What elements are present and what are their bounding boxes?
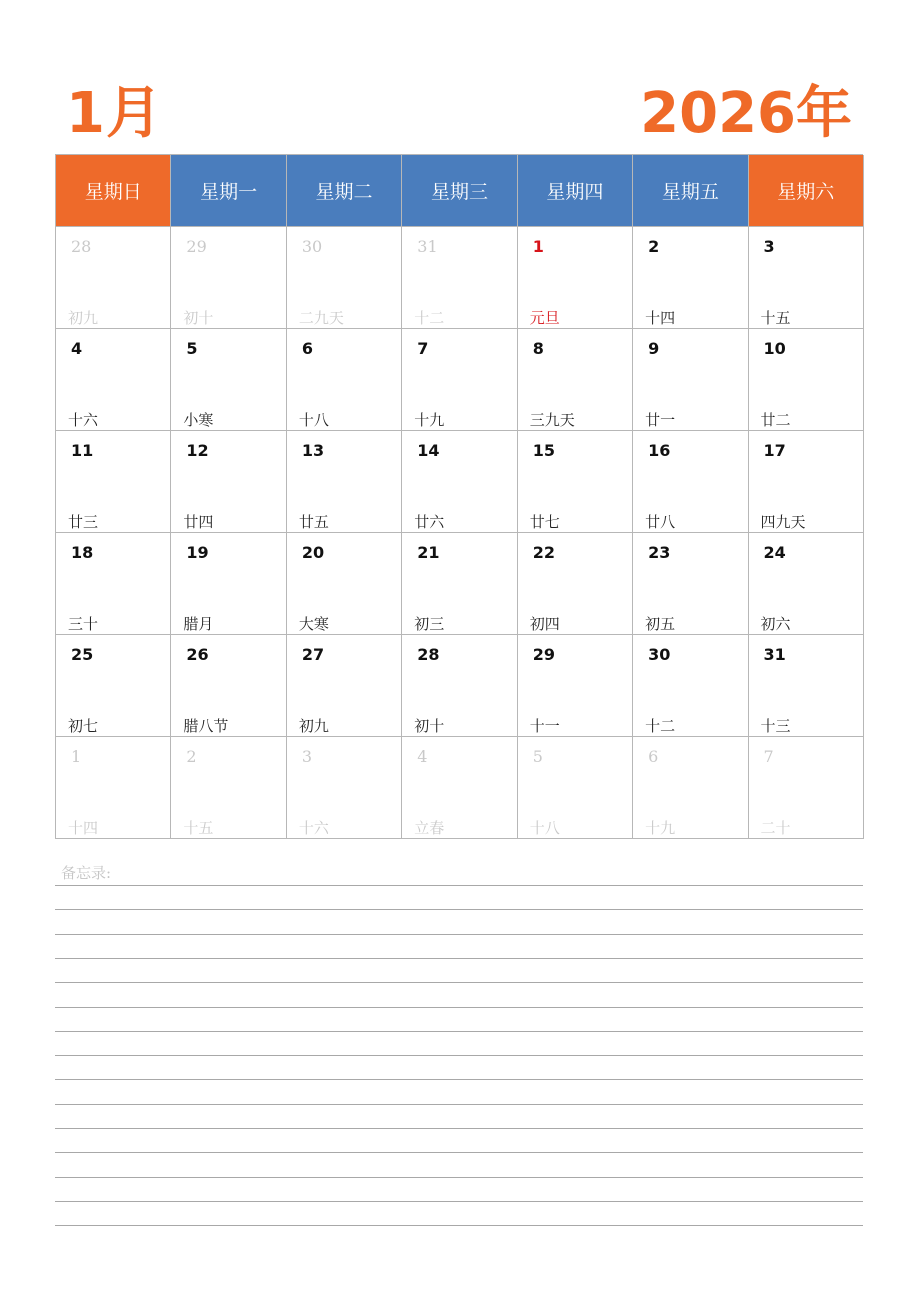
weekday-header-tue: 星期二 xyxy=(287,155,402,227)
day-number: 2 xyxy=(648,237,660,256)
day-number: 7 xyxy=(417,339,429,358)
lunar-date: 十四 xyxy=(68,819,99,837)
lunar-date: 三十 xyxy=(68,615,99,633)
day-number: 16 xyxy=(648,441,671,460)
day-number: 14 xyxy=(417,441,440,460)
day-number: 10 xyxy=(763,339,786,358)
day-cell[interactable] xyxy=(633,227,748,329)
day-cell[interactable] xyxy=(56,329,171,431)
lunar-date: 腊八节 xyxy=(183,717,229,735)
lunar-date: 初七 xyxy=(68,717,99,735)
lunar-date: 廿一 xyxy=(645,411,676,429)
day-cell[interactable] xyxy=(171,635,286,737)
lunar-date: 廿三 xyxy=(68,513,99,531)
day-cell[interactable] xyxy=(287,737,402,839)
day-number: 30 xyxy=(301,237,323,256)
memo-line xyxy=(55,1031,863,1032)
day-cell[interactable] xyxy=(56,737,171,839)
day-number: 22 xyxy=(532,543,555,562)
lunar-date: 初十 xyxy=(183,309,214,327)
day-number: 17 xyxy=(763,441,786,460)
day-cell[interactable] xyxy=(633,533,748,635)
day-cell[interactable] xyxy=(518,431,633,533)
memo-line xyxy=(55,1007,863,1008)
memo-line xyxy=(55,1055,863,1056)
day-number: 11 xyxy=(71,441,94,460)
day-number: 12 xyxy=(186,441,209,460)
day-number: 27 xyxy=(301,645,325,664)
day-number: 31 xyxy=(763,645,786,664)
weekday-header-wed: 星期三 xyxy=(402,155,517,227)
lunar-date: 十六 xyxy=(68,411,99,429)
lunar-date: 廿四 xyxy=(183,513,214,531)
memo-line xyxy=(55,885,863,886)
lunar-date: 初三 xyxy=(414,615,445,633)
lunar-date: 十二 xyxy=(414,309,445,327)
lunar-date: 廿二 xyxy=(760,411,791,429)
day-number: 29 xyxy=(186,237,207,256)
day-number: 28 xyxy=(417,645,440,664)
day-number: 26 xyxy=(186,645,209,664)
lunar-date: 十九 xyxy=(414,411,445,429)
weekday-header-thu: 星期四 xyxy=(518,155,633,227)
lunar-date: 四九天 xyxy=(760,513,806,531)
lunar-date: 三九天 xyxy=(529,411,575,429)
lunar-date: 廿六 xyxy=(414,513,445,531)
lunar-date: 十六 xyxy=(298,819,329,837)
day-cell[interactable] xyxy=(171,737,286,839)
day-number: 5 xyxy=(186,339,198,358)
day-cell[interactable] xyxy=(749,737,864,839)
memo-line xyxy=(55,1104,863,1105)
day-number: 6 xyxy=(648,747,659,766)
day-number: 30 xyxy=(648,645,671,664)
day-number: 5 xyxy=(532,747,543,766)
day-cell[interactable] xyxy=(287,227,402,329)
lunar-date: 廿七 xyxy=(529,513,560,531)
day-number: 1 xyxy=(532,237,544,256)
lunar-date: 十五 xyxy=(183,819,214,837)
lunar-date: 小寒 xyxy=(183,411,214,429)
day-cell[interactable] xyxy=(518,533,633,635)
day-cell[interactable] xyxy=(402,533,517,635)
day-number: 2 xyxy=(186,747,197,766)
day-cell[interactable] xyxy=(171,431,286,533)
lunar-date: 初九 xyxy=(298,717,329,735)
day-cell[interactable] xyxy=(633,635,748,737)
day-number: 20 xyxy=(301,543,325,562)
lunar-date: 大寒 xyxy=(298,615,329,633)
lunar-date: 十九 xyxy=(645,819,676,837)
day-number: 25 xyxy=(71,645,94,664)
day-cell[interactable] xyxy=(287,533,402,635)
day-number: 1 xyxy=(71,747,82,766)
day-number: 24 xyxy=(763,543,786,562)
memo-line xyxy=(55,982,863,983)
day-cell[interactable] xyxy=(749,533,864,635)
lunar-date: 立春 xyxy=(414,819,445,837)
day-cell[interactable] xyxy=(518,227,633,329)
memo-line xyxy=(55,958,863,959)
lunar-date: 十二 xyxy=(645,717,676,735)
memo-label: 备忘录: xyxy=(61,864,112,882)
day-cell[interactable] xyxy=(518,635,633,737)
lunar-date: 十八 xyxy=(298,411,329,429)
lunar-date: 二十 xyxy=(760,819,791,837)
lunar-date: 十四 xyxy=(645,309,676,327)
day-cell[interactable] xyxy=(56,635,171,737)
day-cell[interactable] xyxy=(171,227,286,329)
memo-line xyxy=(55,1201,863,1202)
weekday-header-mon: 星期一 xyxy=(171,155,286,227)
day-number: 6 xyxy=(301,339,313,358)
lunar-date: 初四 xyxy=(529,615,560,633)
lunar-date: 初九 xyxy=(68,309,99,327)
day-cell[interactable] xyxy=(287,329,402,431)
weekday-header-sat: 星期六 xyxy=(749,155,864,227)
month-title: 1月 xyxy=(66,81,163,146)
lunar-date: 腊月 xyxy=(183,615,214,633)
year-title: 2026年 xyxy=(640,81,852,146)
day-number: 29 xyxy=(532,645,555,664)
day-cell[interactable] xyxy=(518,329,633,431)
day-number: 31 xyxy=(417,237,438,256)
day-cell[interactable] xyxy=(518,737,633,839)
day-number: 13 xyxy=(301,441,325,460)
day-number: 8 xyxy=(532,339,544,358)
memo-line xyxy=(55,934,863,935)
day-number: 28 xyxy=(71,237,92,256)
day-cell[interactable] xyxy=(402,737,517,839)
day-cell[interactable] xyxy=(633,737,748,839)
memo-line xyxy=(55,1225,863,1226)
memo-line xyxy=(55,1079,863,1080)
memo-line xyxy=(55,1128,863,1129)
day-number: 3 xyxy=(301,747,313,766)
day-cell[interactable] xyxy=(402,635,517,737)
day-cell[interactable] xyxy=(749,635,864,737)
lunar-date: 二九天 xyxy=(298,309,344,327)
day-number: 15 xyxy=(532,441,555,460)
day-number: 21 xyxy=(417,543,440,562)
day-number: 4 xyxy=(71,339,83,358)
lunar-date: 十五 xyxy=(760,309,791,327)
lunar-date: 初五 xyxy=(645,615,676,633)
lunar-date: 十八 xyxy=(529,819,560,837)
day-number: 4 xyxy=(417,747,428,766)
lunar-date: 廿八 xyxy=(645,513,676,531)
day-cell[interactable] xyxy=(56,533,171,635)
day-cell[interactable] xyxy=(633,431,748,533)
lunar-date: 十三 xyxy=(760,717,791,735)
day-cell[interactable] xyxy=(749,227,864,329)
day-cell[interactable] xyxy=(633,329,748,431)
day-cell[interactable] xyxy=(749,329,864,431)
calendar-grid xyxy=(55,154,863,839)
day-cell[interactable] xyxy=(749,431,864,533)
lunar-date: 十一 xyxy=(529,717,560,735)
weekday-header-sun: 星期日 xyxy=(56,155,171,227)
day-number: 19 xyxy=(186,543,209,562)
day-number: 23 xyxy=(648,543,671,562)
memo-line xyxy=(55,909,863,910)
day-cell[interactable] xyxy=(171,329,286,431)
day-cell[interactable] xyxy=(56,431,171,533)
day-number: 7 xyxy=(763,747,774,766)
day-cell[interactable] xyxy=(402,329,517,431)
lunar-date: 初十 xyxy=(414,717,445,735)
day-number: 18 xyxy=(71,543,94,562)
day-cell[interactable] xyxy=(402,227,517,329)
weekday-header-fri: 星期五 xyxy=(633,155,748,227)
day-cell[interactable] xyxy=(287,635,402,737)
memo-line xyxy=(55,1152,863,1153)
memo-line xyxy=(55,1177,863,1178)
day-cell[interactable] xyxy=(56,227,171,329)
lunar-date: 元旦 xyxy=(529,309,560,327)
day-number: 9 xyxy=(648,339,660,358)
lunar-date: 廿五 xyxy=(298,513,329,531)
day-cell[interactable] xyxy=(287,431,402,533)
day-cell[interactable] xyxy=(402,431,517,533)
day-number: 3 xyxy=(763,237,775,256)
day-cell[interactable] xyxy=(171,533,286,635)
lunar-date: 初六 xyxy=(760,615,791,633)
